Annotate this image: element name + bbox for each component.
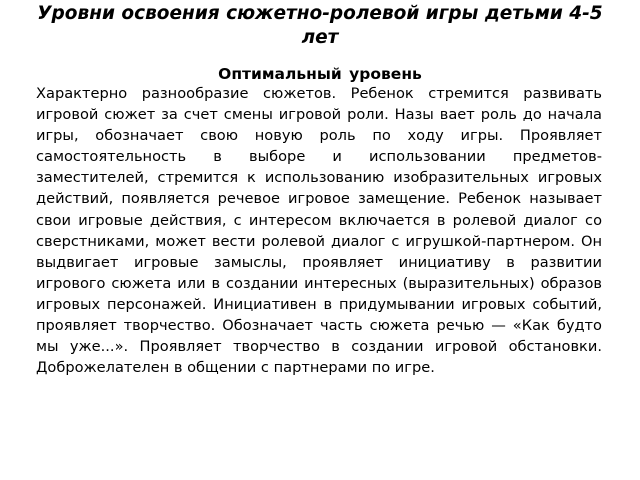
slide-title: Уровни освоения сюжетно-ролевой игры детьми 4-5 лет xyxy=(37,3,603,48)
level-description: Характерно разнообразие сюжетов. Ребенок стремится развивать игровой сюжет за счет смены игровой роли. Назы вает роль до начала игры, обозначает свою новую роль по ходу игры. Проявляет самостоятельность в выборе и использовании предметов-заместителей, стремится к использованию изобразительных игровых действий, появляется речевое игровое замещение. Ребенок называет свои игровые действия, с интересом включается в ролевой диалог со сверстниками, может вести ролевой диалог с игрушкой-партнером. Он выдвигает игровые замыслы, проявляет инициативу в развитии игрового сюжета или в создании интересных (выразительных) образов игровых персонажей. Инициативен в придумывании игровых событий, проявляет творчество. Обозначает часть сюжета речью — «Как будто мы уже...». Проявляет творчество в создании игровой обстановки. Доброжелателен в общении с партнерами по игре. xyxy=(36,85,602,377)
level-heading: Оптимальный уровень xyxy=(218,65,422,83)
